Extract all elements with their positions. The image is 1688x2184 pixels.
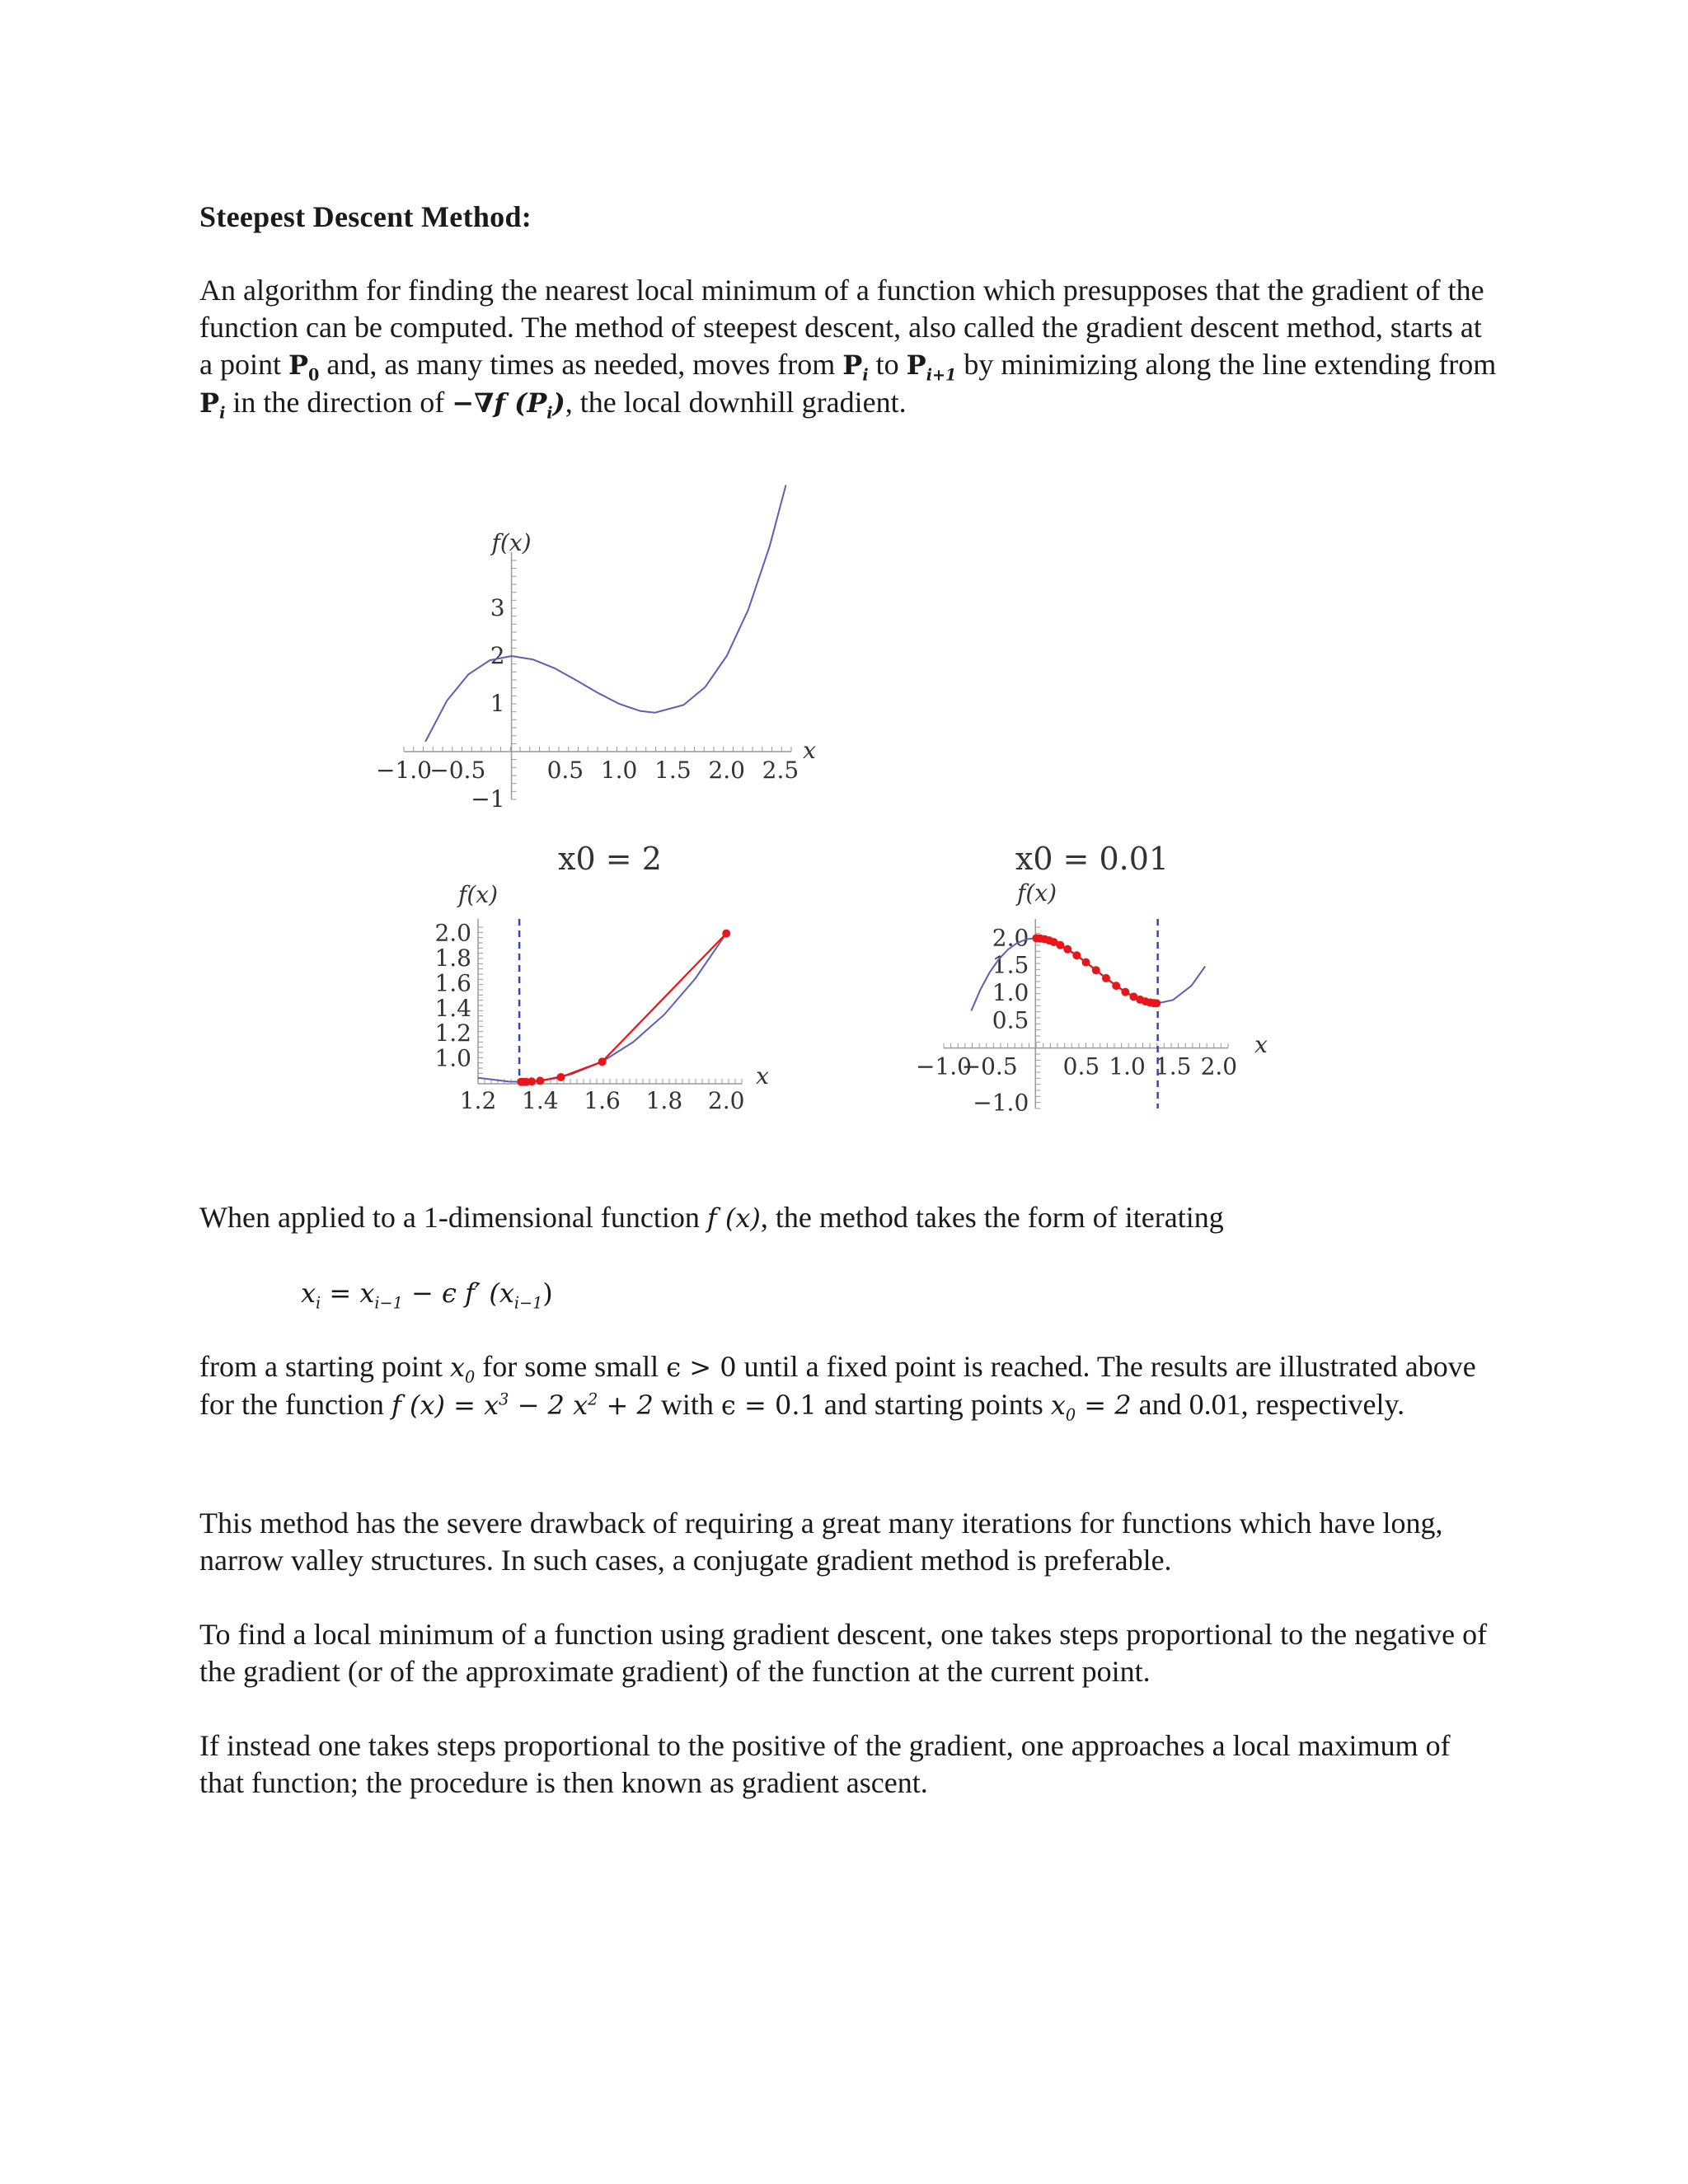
chart-descent-x0-001: [898, 837, 1286, 1133]
x-tick-label: −0.5: [961, 1052, 1018, 1080]
function-curve: [425, 485, 785, 742]
x-tick-label: 2.0: [708, 757, 745, 784]
x-tick-label: 1.0: [600, 757, 638, 784]
y-tick-label: 1.0: [434, 1044, 471, 1072]
descent-point: [536, 1076, 544, 1085]
chart-cubic-overview: [376, 527, 841, 841]
descent-point: [1152, 999, 1160, 1007]
descent-point: [517, 1078, 525, 1086]
x-tick-label: −1.0: [376, 757, 432, 784]
y-tick-label: 3: [490, 594, 505, 621]
x-axis-label: x: [1254, 1031, 1268, 1058]
neg-gradient: −∇f $(P_i)$: [452, 387, 565, 423]
y-tick-label: −1: [471, 785, 505, 813]
descent-point: [557, 1073, 565, 1081]
x-tick-label: 1.6: [584, 1087, 621, 1114]
gradient-ascent-paragraph: If instead one takes steps proportional to the positive of the gradient, one approaches a local maximum of that function; the procedure is then known as gradient ascent.: [199, 1729, 1451, 1799]
gradient-descent-paragraph: To find a local minimum of a function using gradient descent, one takes steps proportional to the negative of the gradient (or of the approximate gradient) of the function at the current point.: [199, 1618, 1488, 1688]
y-tick-label: 2.0: [434, 919, 471, 947]
descent-point: [1092, 966, 1100, 974]
drawback-paragraph: This method has the severe drawback of requiring a great many iterations for functions which have long, narrow valley structures. In such cases, a conjugate gradient method is preferable.: [199, 1507, 1443, 1577]
x-axis-label: x: [803, 737, 816, 764]
chart-title: x0 = 2: [558, 841, 662, 877]
chart-title: x0 = 0.01: [1015, 841, 1170, 877]
y-tick-label: 1.5: [992, 951, 1029, 979]
x-axis-label: x: [756, 1062, 769, 1090]
p0-symbol: $P_0$: [288, 349, 320, 385]
descent-point: [1063, 945, 1071, 954]
descent-point: [1121, 988, 1129, 996]
y-tick-label: 1.4: [434, 994, 471, 1022]
y-axis-label: f(x): [1016, 879, 1057, 907]
descent-point: [1056, 941, 1064, 949]
x-tick-label: 1.5: [654, 757, 692, 784]
y-tick-label: 0.5: [992, 1006, 1029, 1034]
iteration-formula: $x_i = x_{i-1} - \epsilon$ f′ $(x_{i-1})$: [301, 1277, 553, 1313]
x-tick-label: −1.0: [916, 1052, 972, 1080]
y-axis-label: f(x): [491, 529, 532, 556]
descent-point: [722, 930, 730, 938]
descent-point: [1112, 982, 1120, 990]
descent-point: [598, 1057, 607, 1066]
y-tick-label: 2: [490, 642, 505, 669]
x-tick-label: 1.2: [459, 1087, 497, 1114]
y-tick-label: 1.0: [992, 979, 1029, 1006]
y-tick-label: −1.0: [973, 1089, 1029, 1117]
x-tick-label: 1.8: [645, 1087, 683, 1114]
applied-paragraph: When applied to a 1-dimensional function f (x), the method takes the form of iterating: [199, 1201, 1224, 1234]
y-tick-label: 2.0: [992, 924, 1029, 952]
descent-point: [1102, 974, 1110, 982]
x-tick-label: 1.0: [1109, 1052, 1146, 1080]
descent-point: [1072, 951, 1081, 959]
y-tick-label: 1.8: [434, 944, 471, 972]
x-tick-label: 0.5: [1062, 1052, 1100, 1080]
descent-point: [1082, 958, 1090, 967]
chart-descent-x0-2: [412, 837, 791, 1133]
x-tick-label: 1.4: [522, 1087, 559, 1114]
y-axis-label: f(x): [457, 881, 499, 908]
y-tick-label: 1.2: [434, 1019, 471, 1047]
intro-paragraph: An algorithm for finding the nearest local minimum of a function which presupposes that the gradient of the function can be computed. The method of steepest descent, also called the gradient descent method, starts at a point $P_0$ and, as many times as needed, moves from $P_i$ to $P_{i+1}$ by minimizing along the line extending from $P_i$ in the direction of −∇f $(P_i)$, the local downhill gradient.: [199, 274, 1497, 423]
page-title: Steepest Descent Method:: [199, 200, 532, 233]
y-tick-label: 1.6: [434, 969, 471, 997]
x-tick-label: 2.5: [762, 757, 799, 784]
results-paragraph: from a starting point $x_0$ for some small ϵ > 0 until a fixed point is reached. The results are illustrated above for the function f $(x) = x^3 - 2$ $x^2 + 2$ with ϵ = 0.1 and starting points $x_0 = 2$ and 0.01, respectively.: [199, 1350, 1476, 1425]
x-tick-label: −0.5: [429, 757, 486, 784]
x-tick-label: 0.5: [546, 757, 584, 784]
x-tick-label: 2.0: [1200, 1052, 1238, 1080]
y-tick-label: 1: [490, 690, 505, 717]
x-tick-label: 2.0: [707, 1087, 745, 1114]
descent-path: [521, 934, 726, 1082]
x-tick-label: 1.5: [1154, 1052, 1192, 1080]
